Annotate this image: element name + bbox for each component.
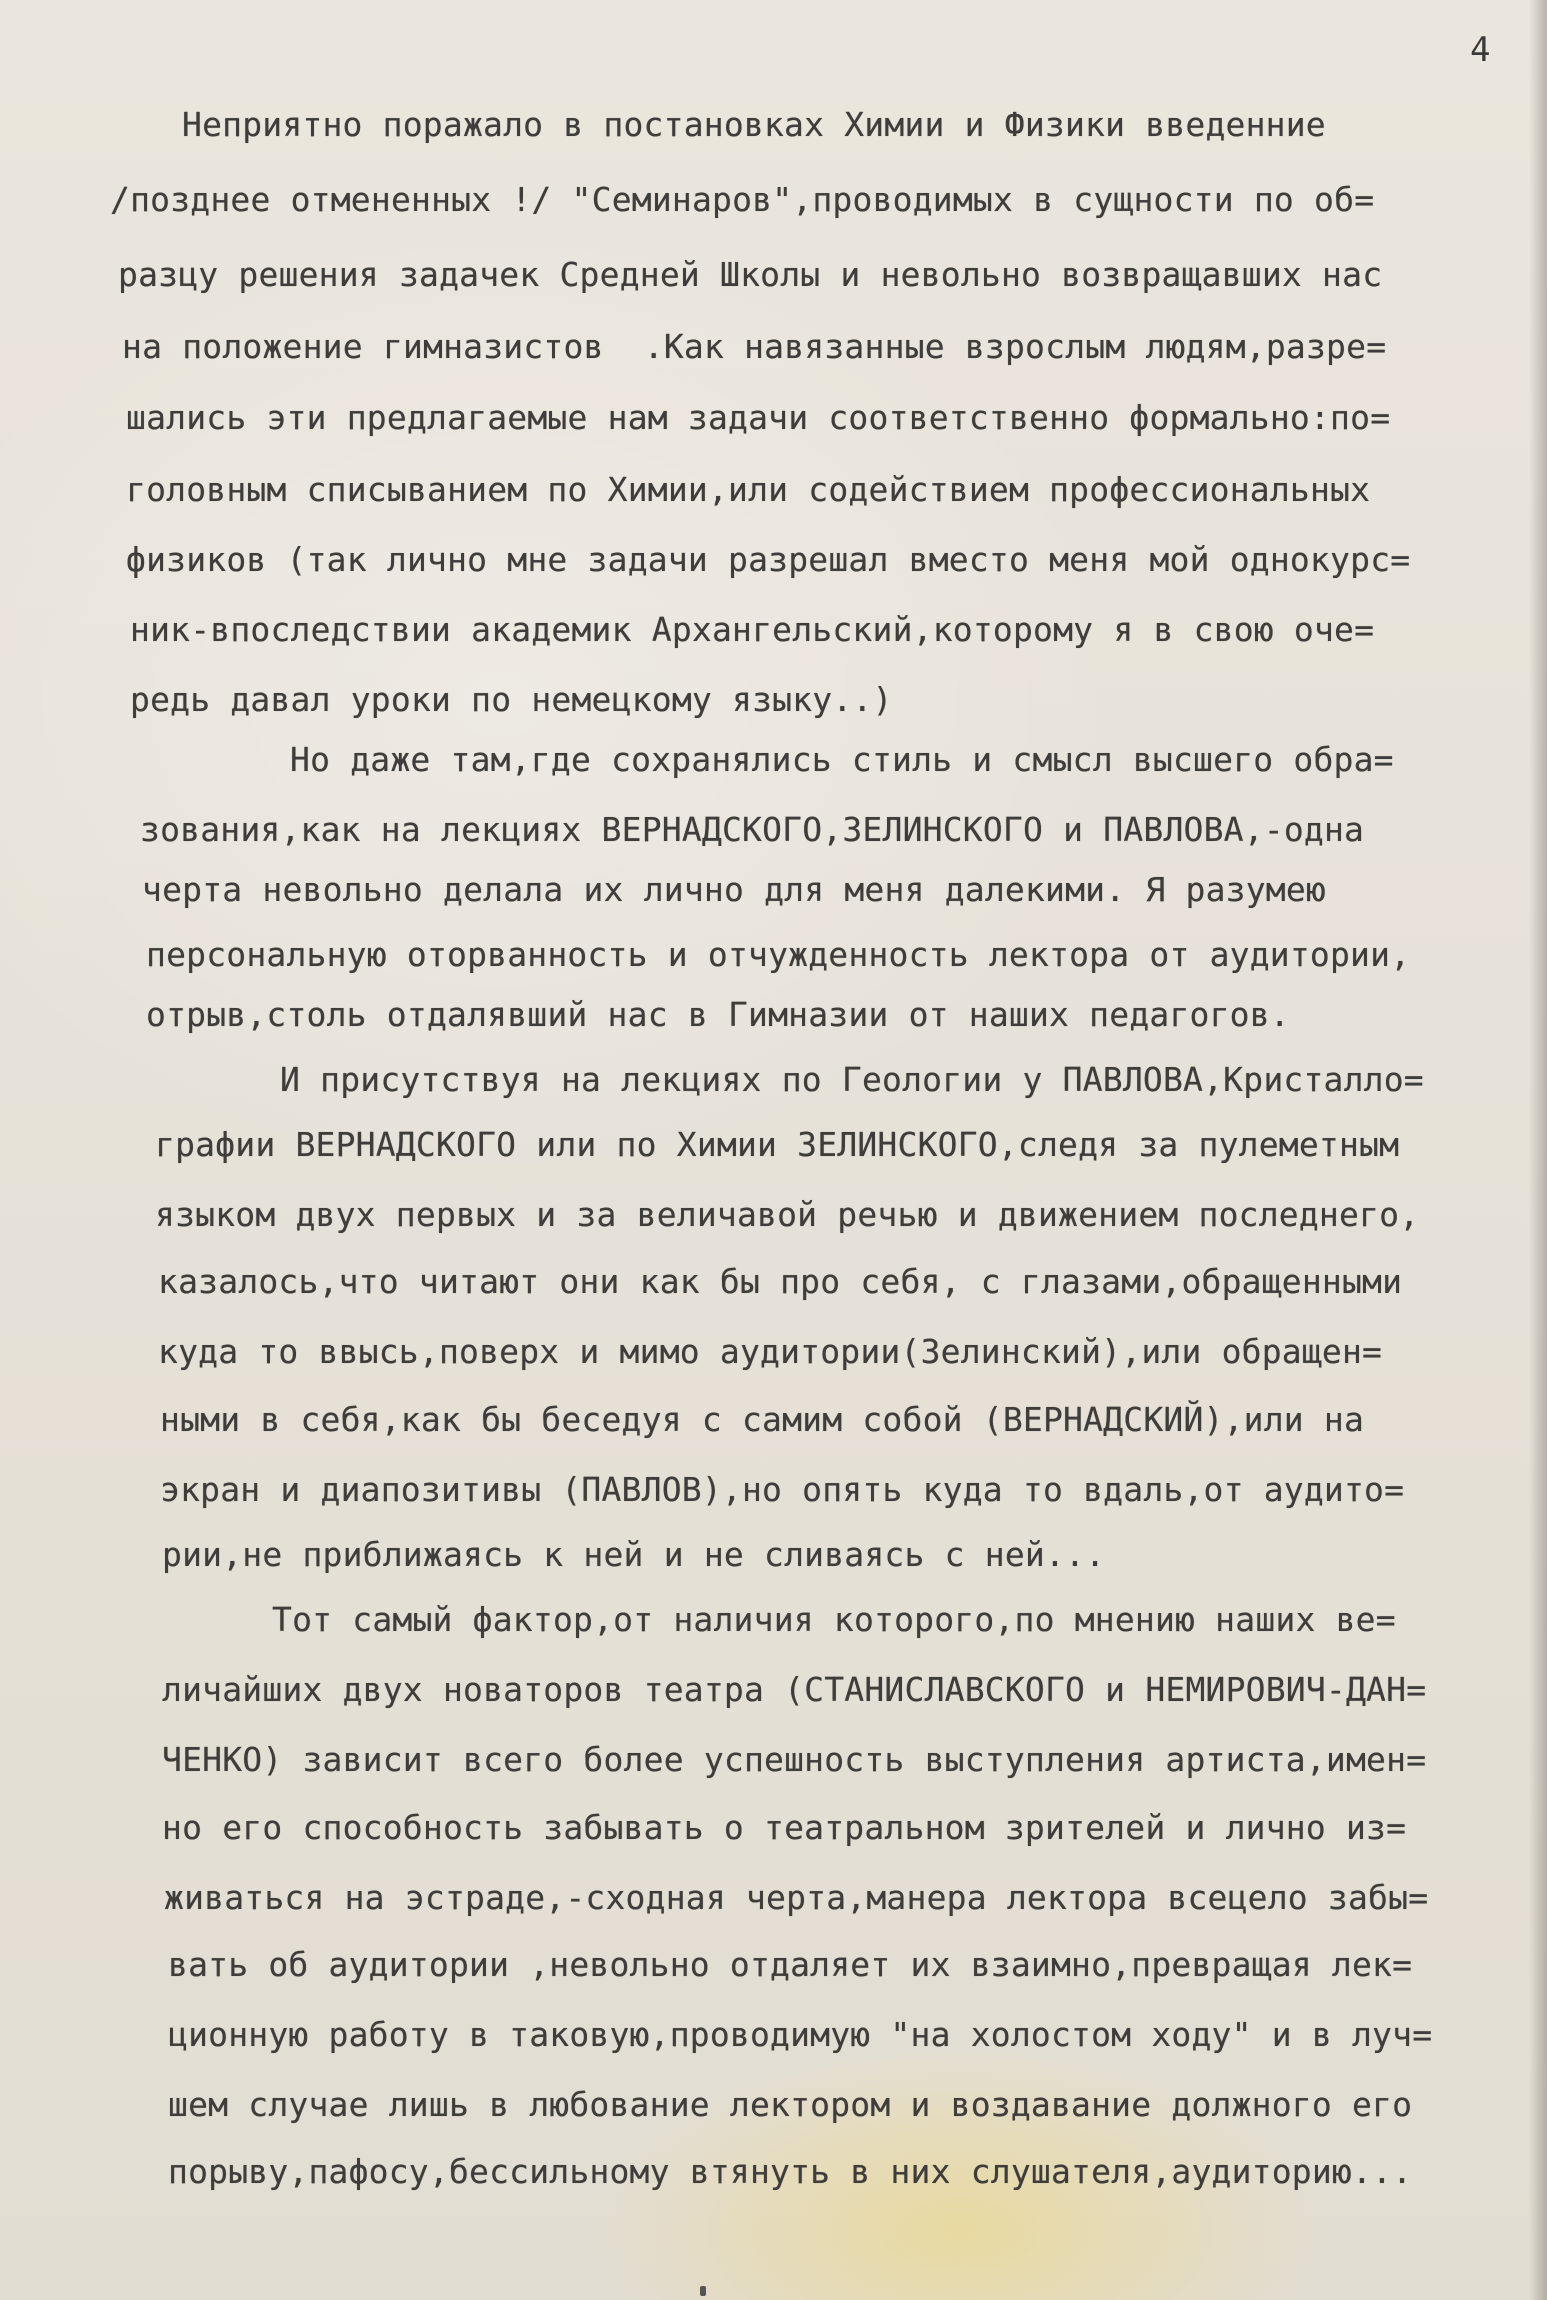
paper-speck	[700, 2286, 706, 2296]
text-line: черта невольно делала их лично для меня далекими. Я разумею	[142, 870, 1326, 909]
text-line: шем случае лишь в любование лектором и воздавание должного его	[168, 2085, 1413, 2124]
text-line: личайших двух новаторов театра (СТАНИСЛАВСКОГО и НЕМИРОВИЧ-ДАН=	[162, 1670, 1427, 1709]
page-number: 4	[1470, 30, 1491, 70]
text-line: отрыв,столь отдалявший нас в Гимназии от наших педагогов.	[146, 995, 1290, 1034]
text-line: Но даже там,где сохранялись стиль и смысл высшего обра=	[290, 740, 1394, 779]
text-line: Неприятно поражало в постановках Химии и Физики введенние	[182, 105, 1326, 144]
text-line: редь давал уроки по немецкому языку..)	[130, 680, 893, 719]
text-line: И присутствуя на лекциях по Геологии у ПАВЛОВА,Кристалло=	[280, 1060, 1424, 1099]
text-line: вать об аудитории ,невольно отдаляет их взаимно,превращая лек=	[168, 1945, 1413, 1984]
text-line: физиков (так лично мне задачи разрешал вместо меня мой однокурс=	[126, 540, 1411, 579]
text-line: головным списыванием по Химии,или содействием профессиональных	[126, 470, 1371, 509]
text-line: языком двух первых и за величавой речью и движением последнего,	[155, 1195, 1420, 1234]
text-line: рии,не приближаясь к ней и не сливаясь с ней...	[162, 1535, 1106, 1574]
text-line: живаться на эстраде,-сходная черта,манера лектора всецело забы=	[164, 1878, 1429, 1917]
text-line: ник-впоследствии академик Архангельский,которому я в свою оче=	[130, 610, 1375, 649]
text-line: экран и диапозитивы (ПАВЛОВ),но опять куда то вдаль,от аудито=	[160, 1470, 1405, 1509]
text-line: ными в себя,как бы беседуя с самим собой (ВЕРНАДСКИЙ),или на	[160, 1400, 1365, 1439]
text-line: графии ВЕРНАДСКОГО или по Химии ЗЕЛИНСКОГО,следя за пулеметным	[155, 1125, 1400, 1164]
text-line: персональную оторванность и отчужденность лектора от аудитории,	[146, 935, 1411, 974]
text-line: на положение гимназистов .Как навязанные взрослым людям,разре=	[122, 327, 1387, 366]
text-line: ЧЕНКО) зависит всего более успешность выступления артиста,имен=	[162, 1740, 1427, 1779]
text-line: куда то ввысь,поверх и мимо аудитории(Зелинский),или обращен=	[158, 1332, 1383, 1371]
text-line: но его способность забывать о театральном зрителей и лично из=	[162, 1808, 1407, 1847]
text-line: казалось,что читают они как бы про себя, с глазами,обращенными	[158, 1262, 1403, 1301]
text-line: шались эти предлагаемые нам задачи соответственно формально:по=	[126, 398, 1391, 437]
text-line: зования,как на лекциях ВЕРНАДСКОГО,ЗЕЛИНСКОГО и ПАВЛОВА,-одна	[140, 810, 1365, 849]
text-line: Тот самый фактор,от наличия которого,по мнению наших ве=	[272, 1600, 1396, 1639]
text-line: порыву,пафосу,бессильному втянуть в них слушателя,аудиторию...	[168, 2152, 1413, 2191]
text-line: ционную работу в таковую,проводимую "на холостом ходу" и в луч=	[168, 2015, 1433, 2054]
text-line: /позднее отмененных !/ "Семинаров",проводимых в сущности по об=	[110, 180, 1375, 219]
text-line: разцу решения задачек Средней Школы и невольно возвращавших нас	[118, 255, 1383, 294]
